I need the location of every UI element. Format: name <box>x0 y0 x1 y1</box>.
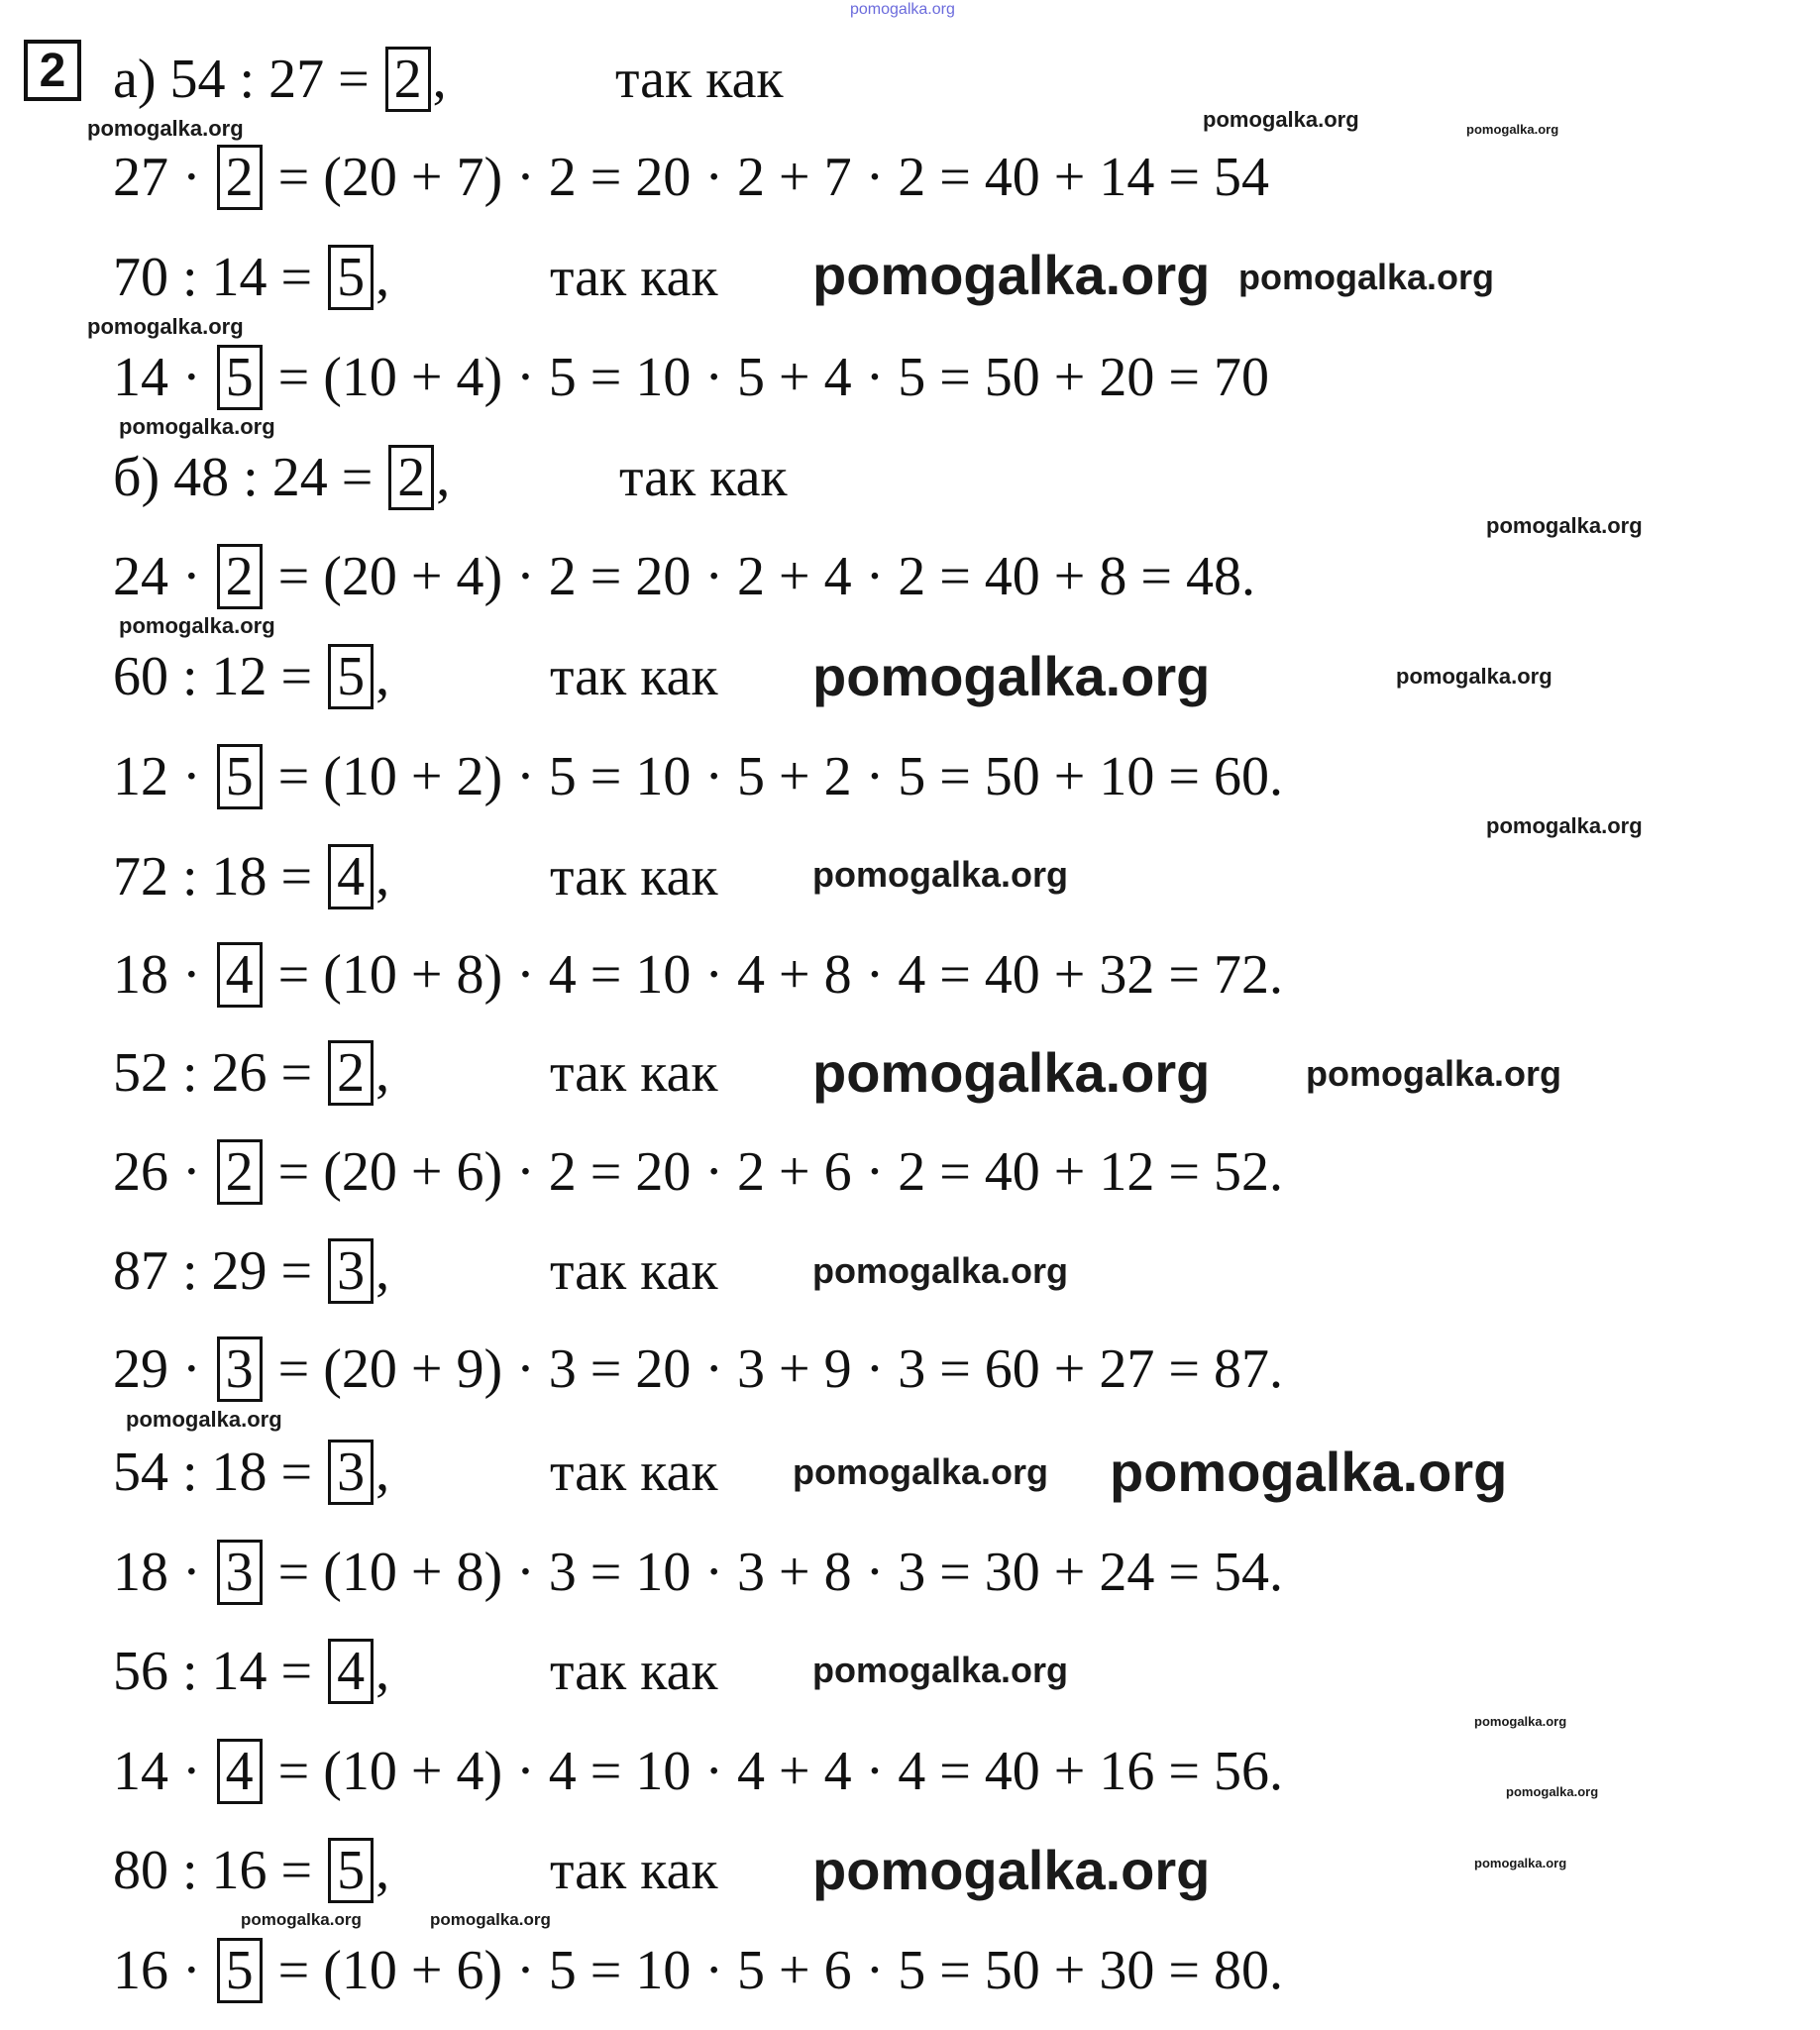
expression-text: = (20 + 9) · 3 = 20 · 3 + 9 · 3 = 60 + 27 = 87. <box>264 1338 1283 1400</box>
since-label: так как <box>615 49 784 110</box>
answer-box: 4 <box>328 1639 374 1704</box>
expression-text: = (10 + 8) · 4 = 10 · 4 + 8 · 4 = 40 + 32 = 72. <box>264 944 1283 1006</box>
watermark: pomogalka.org <box>812 1250 1069 1291</box>
check-line <box>113 1137 1283 1207</box>
watermark: pomogalka.org <box>1110 1441 1508 1503</box>
expression-text: 70 : 14 = <box>113 247 327 308</box>
answer-box: 2 <box>388 445 434 510</box>
answer-box: 5 <box>328 644 374 709</box>
expression-text: 54 : 18 = <box>113 1442 327 1503</box>
watermark: pomogalka.org <box>1238 257 1495 297</box>
check-line <box>113 742 1283 811</box>
watermark: pomogalka.org <box>1396 664 1552 689</box>
check-line <box>113 1335 1283 1404</box>
watermark: pomogalka.org <box>1486 513 1643 538</box>
expression-text: 80 : 16 = <box>113 1840 327 1901</box>
answer-box: 5 <box>328 245 374 310</box>
watermark: pomogalka.org <box>812 645 1211 707</box>
expression-text: 29 · <box>113 1338 215 1400</box>
expression-text: , <box>375 1240 390 1302</box>
answer-box: 3 <box>217 1336 263 1402</box>
expression-text: 14 · <box>113 1741 215 1802</box>
watermark: pomogalka.org <box>119 613 275 638</box>
answer-box: 3 <box>328 1440 374 1505</box>
expression-text: 24 · <box>113 546 215 607</box>
check-line <box>113 1737 1283 1806</box>
answer-box: 5 <box>217 744 263 809</box>
expression-text: = (10 + 8) · 3 = 10 · 3 + 8 · 3 = 30 + 24 = 54. <box>264 1542 1283 1603</box>
expression-text: = (10 + 6) · 5 = 10 · 5 + 6 · 5 = 50 + 30 = 80. <box>264 1940 1283 2001</box>
answer-box: 2 <box>385 47 431 112</box>
answer-box: 3 <box>328 1238 374 1304</box>
expression-text: = (20 + 7) · 2 = 20 · 2 + 7 · 2 = 40 + 14 = 54 <box>264 147 1269 208</box>
division-line <box>113 1236 389 1306</box>
watermark: pomogalka.org <box>87 314 244 339</box>
expression-text: 27 · <box>113 147 215 208</box>
check-line <box>113 1538 1283 1607</box>
expression-text: 87 : 29 = <box>113 1240 327 1302</box>
answer-box: 5 <box>217 1938 263 2003</box>
answer-box: 4 <box>217 1739 263 1804</box>
expression-text: 60 : 12 = <box>113 646 327 707</box>
since-label: так как <box>550 846 718 908</box>
expression-text: , <box>375 1042 390 1104</box>
division-line <box>113 1038 389 1108</box>
expression-text: , <box>436 447 451 508</box>
expression-text: 52 : 26 = <box>113 1042 327 1104</box>
expression-text: 14 · <box>113 347 215 408</box>
expression-text: б) 48 : 24 = <box>113 447 387 508</box>
answer-box: 2 <box>217 544 263 609</box>
expression-text: 12 · <box>113 746 215 807</box>
division-line <box>113 243 389 312</box>
division-line <box>113 45 447 114</box>
expression-text: 16 · <box>113 1940 215 2001</box>
since-label: так как <box>619 447 788 508</box>
expression-text: = (10 + 4) · 5 = 10 · 5 + 4 · 5 = 50 + 20 = 70 <box>264 347 1269 408</box>
problem-number: 2 <box>24 40 81 101</box>
watermark: pomogalka.org <box>1486 813 1643 838</box>
division-line <box>113 1836 389 1905</box>
watermark: pomogalka.org <box>430 1910 551 1929</box>
watermark: pomogalka.org <box>1466 122 1559 137</box>
expression-text: , <box>375 247 390 308</box>
division-line <box>113 642 389 711</box>
check-line <box>113 343 1269 412</box>
watermark: pomogalka.org <box>1506 1784 1599 1799</box>
expression-text: , <box>375 646 390 707</box>
check-line <box>113 143 1269 212</box>
expression-text: , <box>432 49 447 110</box>
watermark: pomogalka.org <box>1474 1714 1567 1729</box>
since-label: так как <box>550 646 718 707</box>
check-line <box>113 1936 1283 2005</box>
watermark: pomogalka.org <box>812 1650 1069 1690</box>
expression-text: 72 : 18 = <box>113 846 327 908</box>
check-line <box>113 940 1283 1010</box>
answer-box: 3 <box>217 1540 263 1605</box>
division-line <box>113 842 389 911</box>
expression-text: , <box>375 1442 390 1503</box>
watermark: pomogalka.org <box>850 1 955 18</box>
division-line <box>113 1438 389 1507</box>
expression-text: = (10 + 4) · 4 = 10 · 4 + 4 · 4 = 40 + 16 = 56. <box>264 1741 1283 1802</box>
answer-box: 4 <box>328 844 374 909</box>
expression-text: = (10 + 2) · 5 = 10 · 5 + 2 · 5 = 50 + 10 = 60. <box>264 746 1283 807</box>
answer-box: 2 <box>328 1040 374 1106</box>
since-label: так как <box>550 1042 718 1104</box>
watermark: pomogalka.org <box>812 854 1069 895</box>
since-label: так как <box>550 1442 718 1503</box>
answer-box: 2 <box>217 1139 263 1205</box>
expression-text: 18 · <box>113 944 215 1006</box>
expression-text: , <box>375 846 390 908</box>
answer-box: 5 <box>217 345 263 410</box>
expression-text: 56 : 14 = <box>113 1641 327 1702</box>
expression-text: 18 · <box>113 1542 215 1603</box>
watermark: pomogalka.org <box>1306 1053 1562 1094</box>
watermark: pomogalka.org <box>1203 107 1359 132</box>
division-line <box>113 443 450 512</box>
expression-text: а) 54 : 27 = <box>113 49 383 110</box>
expression-text: = (20 + 6) · 2 = 20 · 2 + 6 · 2 = 40 + 12 = 52. <box>264 1141 1283 1203</box>
expression-text: = (20 + 4) · 2 = 20 · 2 + 4 · 2 = 40 + 8 = 48. <box>264 546 1255 607</box>
answer-box: 4 <box>217 942 263 1008</box>
watermark: pomogalka.org <box>241 1910 362 1929</box>
since-label: так как <box>550 1840 718 1901</box>
expression-text: , <box>375 1840 390 1901</box>
watermark: pomogalka.org <box>87 116 244 141</box>
watermark: pomogalka.org <box>119 414 275 439</box>
since-label: так как <box>550 247 718 308</box>
expression-text: , <box>375 1641 390 1702</box>
answer-box: 2 <box>217 145 263 210</box>
watermark: pomogalka.org <box>812 1041 1211 1104</box>
since-label: так как <box>550 1641 718 1702</box>
expression-text: 26 · <box>113 1141 215 1203</box>
check-line <box>113 542 1255 611</box>
watermark: pomogalka.org <box>812 1839 1211 1901</box>
watermark: pomogalka.org <box>126 1407 282 1432</box>
watermark: pomogalka.org <box>793 1451 1049 1492</box>
division-line <box>113 1637 389 1706</box>
watermark: pomogalka.org <box>812 244 1211 306</box>
watermark: pomogalka.org <box>1474 1856 1567 1870</box>
answer-box: 5 <box>328 1838 374 1903</box>
since-label: так как <box>550 1240 718 1302</box>
